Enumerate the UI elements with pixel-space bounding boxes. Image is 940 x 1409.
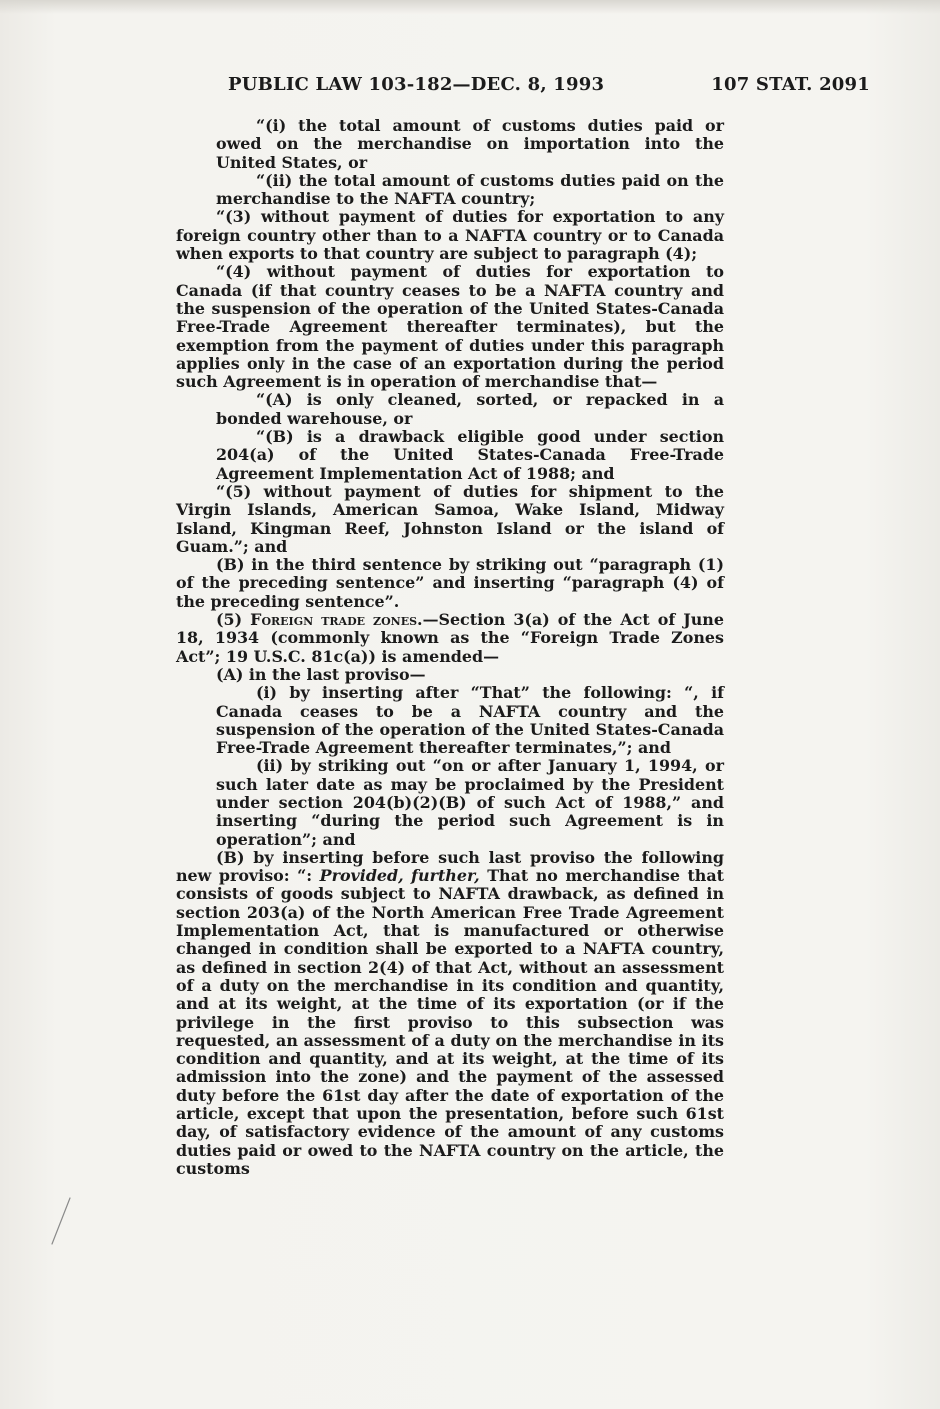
paragraph-ii-total-amount-nafta: “(ii) the total amount of customs duties paid on the merchandise to the NAFTA country; [216,170,724,209]
paragraph-i-total-amount-importation: “(i) the total amount of customs duties paid or owed on the merchandise on importation into the United States, or [216,116,724,172]
paragraph-5-virgin-islands: “(5) without payment of duties for shipment to the Virgin Islands, American Samoa, Wake Island, Midway Island, Kingman Reef, Johnston Island or the island of Guam.”; and [176,481,724,556]
pencil-margin-mark [46,1196,76,1246]
paragraph-B-third-sentence: (B) in the third sentence by striking out “paragraph (1) of the preceding sentence” and inserting “paragraph (4) of the preceding sentence”. [176,555,724,611]
paragraph-A-cleaned-sorted: “(A) is only cleaned, sorted, or repacked in a bonded warehouse, or [216,390,724,428]
body-text [176,117,724,1178]
page-header [176,74,870,98]
header-law-citation: PUBLIC LAW 103-182—DEC. 8, 1993 [228,74,605,95]
proviso-text: That no merchandise that consists of goods subject to NAFTA drawback, as defined in section 203(a) of the North American Free Trade Agreement Implementation Act, that is manufactured or otherwise changed in condition shall be exported to a NAFTA country, as defined in section 2(4) of that Act, without an assessment of a duty on the merchandise in its condition and quantity, and at its weight, at the time of its exportation (or if the privilege in the first proviso to this subsection was requested, an assessment of a duty on the merchandise in its condition and quantity, and at its weight, at the time of its admission into the zone) and the payment of the assessed duty before the 61st day after the date of exportation of the article, except that upon the presentation, before such 61st day, of satisfactory evidence of the amount of any customs duties paid or owed to the NAFTA country on the article, the customs [176,866,724,1178]
paragraph-B-new-proviso [176,849,724,1178]
paragraph-3-exportation-foreign: “(3) without payment of duties for exportation to any foreign country other than to a NAFTA country or to Canada when exports to that country are subject to paragraph (4); [176,207,724,264]
paragraph-B-drawback-eligible: “(B) is a drawback eligible good under section 204(a) of the United States-Canada Free-Trade Agreement Implementation Act of 1988; and [216,427,724,483]
paragraph-5-foreign-trade-zones [176,611,724,666]
section-number: (5) [216,610,251,630]
paragraph-ii-striking-out: (ii) by striking out “on or after January 1, 1994, or such later date as may be proclaimed by the President under section 204(b)(2)(B) of such Act of 1988,” and inserting “during the period such Agreement is in operation”; and [216,756,724,849]
paragraph-A-last-proviso: (A) in the last proviso— [216,664,426,684]
header-stat-page: 107 STAT. 2091 [711,74,870,95]
paragraph-4-exportation-canada: “(4) without payment of duties for exportation to Canada (if that country ceases to be a NAFTA country and the suspension of the operation of the United States-Canada Free-Trade Agreement thereafter terminates), but the exemption from the payment of duties under this paragraph applies only in the case of an exportation during the period such Agreement is in operation of merchandise that— [176,262,724,392]
proviso-lead: (B) by inserting before such last proviso the following new proviso: “: [176,847,724,886]
section-text: —Section 3(a) of the Act of June 18, 1934 (commonly known as the “Foreign Trade Zones Act”; 19 U.S.C. 81c(a)) is amended— [176,610,724,666]
paragraph-i-inserting-after-that: (i) by inserting after “That” the following: “, if Canada ceases to be a NAFTA country and the suspension of the operation of the United States-Canada Free-Trade Agreement thereafter terminates,”; and [216,683,724,758]
section-heading: Foreign trade zones. [250,610,423,630]
proviso-italic: Provided, further, [319,866,480,886]
scan-edge [0,0,940,14]
